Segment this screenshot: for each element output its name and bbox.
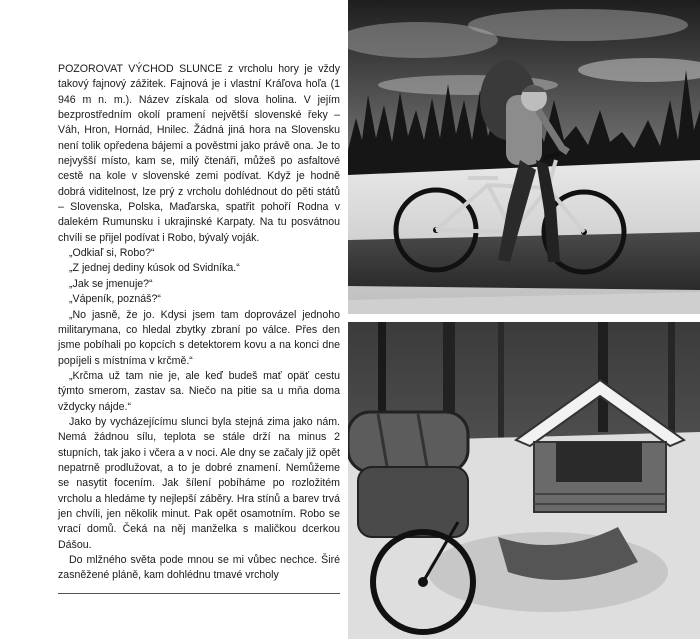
paragraph-closing: Do mlžného světa pode mnou se mi vůbec nechce. Širé zasněžené pláně, kam dohlédnu tmavé vrcholy <box>58 554 340 582</box>
paragraph-sunrise: Jako by vycházejícímu slunci byla stejná zima jako nám. Nemá žádnou sílu, teplota se stále drží na minus 2 stupních, tak jako i včera a v noci. Ale dny se začaly již opět nepatrně prodlužovat, a to je dobré znamení. Nemůžeme se nasytit focením. Jak šílení pobíháme po rozložitém vrcholu a hledáme ty nejlepší záběry. Hra stínů a barev trvá jen chvíli, jen několik minut. Pak opět osamotním. Robo se vrací domů. Čeká na něj manželka s maličkou dcerkou Dášou. <box>58 415 340 551</box>
photo-well-shelter-with-bike <box>348 322 700 639</box>
dialogue-line-3: „Jak se jmenuje?“ <box>69 277 153 290</box>
photo-cyclist-with-bike <box>348 0 700 314</box>
paragraph-krcma-story: „No jasně, že jo. Kdysi jsem tam doprovázel jednoho militarymana, co hledal zbytky zbraní po válce. Přes den jsme pobíhali po kopcích s detektorem kovu a na konci dne popíjeli s místníma v krčmě.“ <box>58 308 340 367</box>
paragraph-intro-text: z vrcholu hory je vždy takový fajnový zážitek. Fajnová je i vlastní Kráľova hoľa (1 946 m n. m.). Název získala od slova holina. V jejím bezprostředním okolí pramení největší slovenské řeky – Váh, Hron, Hornád, Hnilec. Žádná jiná hora na Slovensku není tolik opředena bájemi a pověstmi jako právě ona. Je to nejvyšší místo, kam se, milý čtenáři, můžeš po asfaltové cestě na kole v slovenské zemi podívat. Když je hodně dobrá viditelnost, lze prý z vrcholu dohlédnout do pěti států – Slovenska, Polska, Maďarska, spatřit pohoří Rodna v dalekém Rumunsku i ukrajinské Karpaty. Na tu posvátnou chvíli se přijel podívat i Robo, bývalý voják. <box>58 63 340 244</box>
column-bottom-rule <box>58 593 340 594</box>
paragraph-intro <box>58 62 340 246</box>
photo-cyclist-illustration <box>348 0 700 314</box>
article-text-column <box>58 62 340 584</box>
dialogue-line-2: „Z jednej dediny kúsok od Svidníka.“ <box>69 262 240 275</box>
lead-in-caps: POZOROVAT VÝCHOD SLUNCE <box>58 63 223 75</box>
photo-well-illustration <box>348 322 700 639</box>
paragraph-robo-reply: „Krčma už tam nie je, ale keď budeš mať opäť cestu týmto smerom, zastav sa. Niečo na pitie sa u mňa doma vždycky nájde.“ <box>58 369 340 413</box>
dialogue-line-1: „Odkiaľ si, Robo?“ <box>69 247 155 260</box>
dialogue-line-4: „Vápeník, poznáš?“ <box>69 293 161 306</box>
